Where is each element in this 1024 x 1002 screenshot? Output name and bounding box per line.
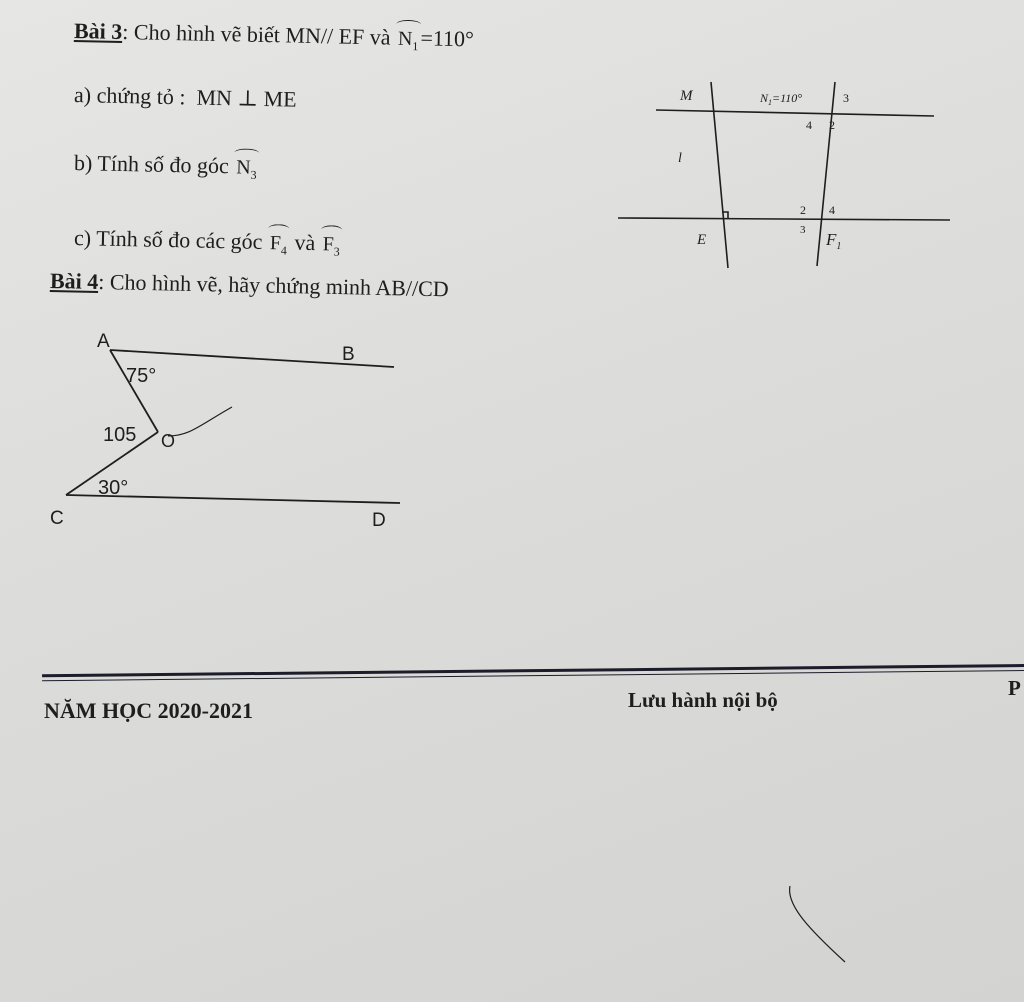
angle-a-value: 75° bbox=[126, 365, 157, 387]
label-2-top: 2 bbox=[829, 118, 835, 132]
given-angle: $N_1$ bbox=[397, 27, 419, 54]
label-3-bottom: 3 bbox=[800, 224, 806, 236]
question-c-prefix: c) Tính số đo các góc bbox=[73, 225, 263, 254]
bai4-title: Bài 4 bbox=[49, 268, 99, 295]
given-angle-value: =110° bbox=[420, 25, 475, 52]
label-3-top: 3 bbox=[843, 91, 849, 105]
footer-page: P bbox=[1008, 676, 1021, 700]
question-c-and: và bbox=[294, 229, 316, 256]
label-o: O bbox=[161, 431, 176, 451]
label-f: $F_1$ bbox=[826, 230, 842, 252]
question-b-prefix: b) Tính số đo góc bbox=[73, 150, 230, 179]
label-n: $N_1=110^\circ$ bbox=[760, 91, 803, 107]
bai4-text: : Cho hình vẽ, hãy chứng minh AB//CD bbox=[98, 269, 449, 302]
question-a-statement: MN ⊥ ME bbox=[196, 84, 297, 112]
label-b: B bbox=[342, 344, 355, 365]
label-m: M bbox=[680, 88, 693, 104]
label-a: A bbox=[97, 331, 110, 352]
bai3-title: Bài 3 bbox=[73, 18, 123, 45]
label-4-bottom: 4 bbox=[829, 203, 835, 217]
segment-ao bbox=[110, 350, 158, 432]
footer-note: Lưu hành nội bộ bbox=[628, 688, 778, 712]
label-l: l bbox=[678, 151, 682, 166]
angle-o-value: 105 bbox=[103, 424, 137, 446]
angle-n3: $N_3$ bbox=[236, 156, 257, 182]
label-d: D bbox=[372, 510, 386, 531]
angle-f4: $F_4$ bbox=[269, 232, 287, 258]
label-e: E bbox=[697, 232, 707, 248]
angle-f3: $F_3$ bbox=[322, 233, 340, 259]
question-a-prefix: a) chứng tỏ : bbox=[73, 82, 186, 110]
label-c: C bbox=[50, 508, 64, 529]
label-2-bottom: 2 bbox=[800, 203, 806, 217]
pencil-stroke bbox=[168, 407, 232, 436]
label-4-top: 4 bbox=[806, 118, 812, 132]
bai3-intro: : Cho hình vẽ biết MN// EF và bbox=[122, 19, 391, 50]
angle-c-value: 30° bbox=[98, 477, 129, 499]
pencil-mark bbox=[790, 886, 845, 962]
footer-year: NĂM HỌC 2020-2021 bbox=[44, 698, 253, 723]
